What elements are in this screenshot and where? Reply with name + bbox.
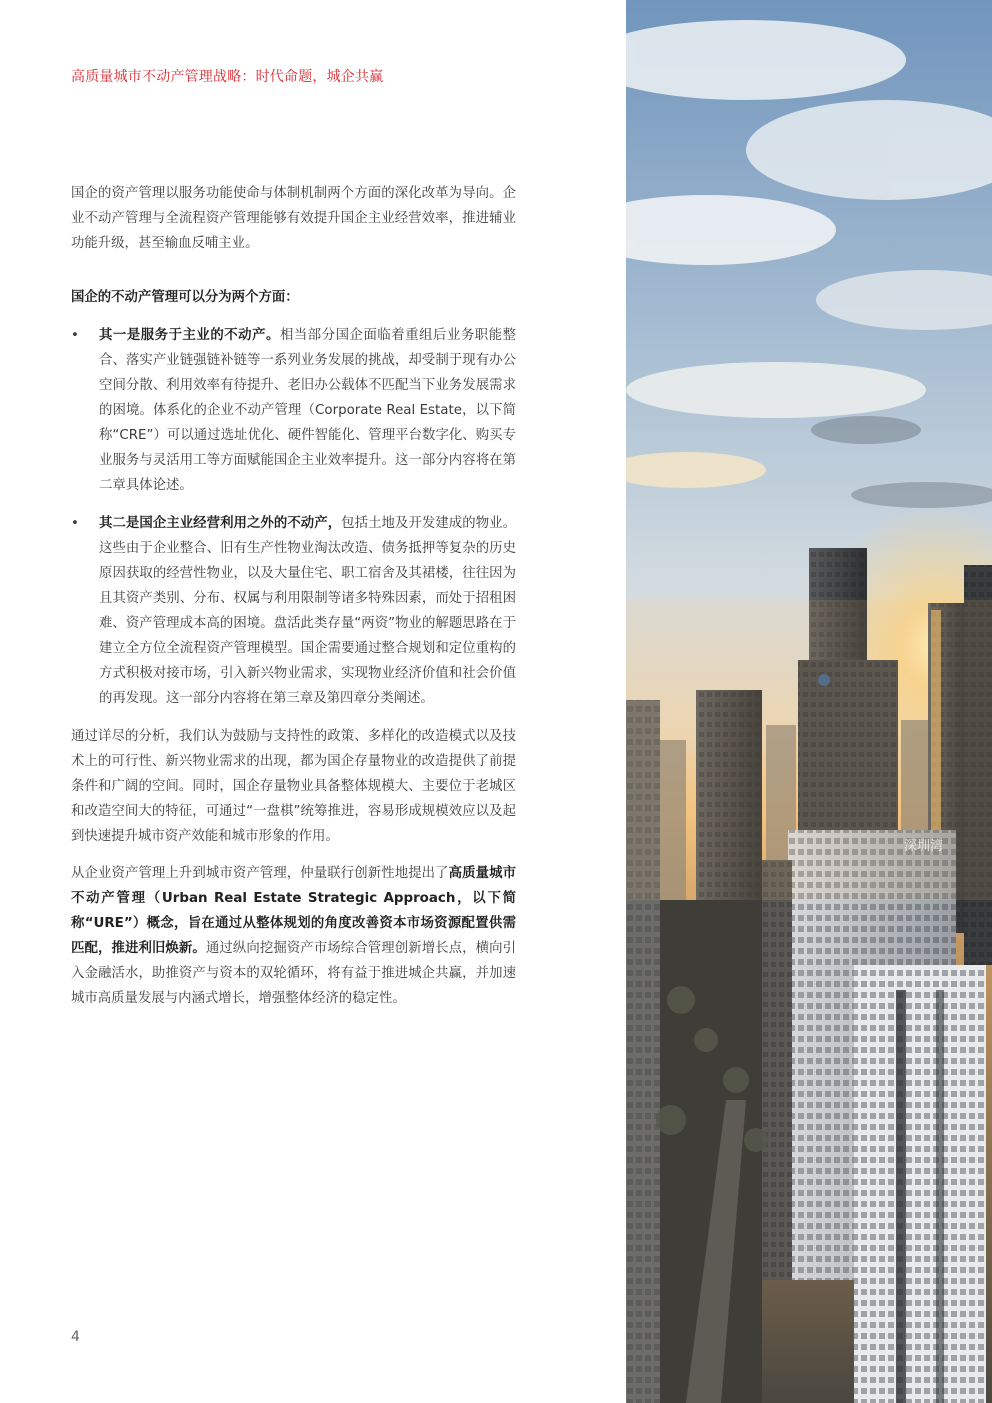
bullet-2-bold: 其二是国企主业经营利用之外的不动产， (99, 516, 342, 531)
page-number: 4 (71, 1329, 80, 1345)
conclusion-paragraph (71, 861, 516, 1011)
bullet-item-1 (71, 323, 516, 498)
bullet-marker: • (71, 328, 79, 343)
analysis-paragraph: 通过详尽的分析，我们认为鼓励与支持性的政策、多样化的改造模式以及技术上的可行性、新兴物业需求的出现，都为国企存量物业的改造提供了前提条件和广阔的空间。同时，国企存量物业具备整体规模大、主要位于老城区和改造空间大的特征，可通过“一盘棋”统筹推进，容易形成规模效应以及起到快速提升城市资产效能和城市形象的作用。 (71, 729, 516, 844)
main-content (71, 181, 516, 1011)
header-title: 高质量城市不动产管理战略：时代命题，城企共赢 (71, 69, 384, 85)
conclusion-lead: 从企业资产管理上升到城市资产管理，仲量联行创新性地提出了 (71, 866, 449, 881)
conclusion-bold: 高质量城市不动产管理（Urban Real Estate Strategic Approach，以下简称“URE”）概念，旨在通过从整体规划的角度改善资本市场资源配置供需匹配，推进利旧焕新。 (71, 866, 516, 956)
skyline-illustration (626, 0, 992, 1403)
bullet-list (71, 323, 516, 711)
city-skyline-photo (626, 0, 992, 1403)
conclusion-tail: 通过纵向挖掘资产市场综合管理创新增长点，横向引入金融活水，助推资产与资本的双轮循环，将有益于推进城企共赢，并加速城市高质量发展与内涵式增长，增强整体经济的稳定性。 (71, 941, 517, 1006)
intro-paragraph: 国企的资产管理以服务功能使命与体制机制两个方面的深化改革为导向。企业不动产管理与全流程资产管理能够有效提升国企主业经营效率，推进辅业功能升级，甚至输血反哺主业。 (71, 186, 516, 251)
building-sign: 深圳湾 (904, 839, 944, 854)
section-subheading: 国企的不动产管理可以分为两个方面： (71, 290, 299, 305)
bullet-1-text: 相当部分国企面临着重组后业务职能整合、落实产业链强链补链等一系列业务发展的挑战，却受制于现有办公空间分散、利用效率有待提升、老旧办公载体不匹配当下业务发展需求的困境。体系化的企业不动产管理（Corporate Real Estate，以下简称“CRE”）可以通过选址优化、硬件智能化、管理平台数字化、购买专业服务与灵活用工等方面赋能国企主业效率提升。这一部分内容将在第二章具体论述。 (99, 328, 517, 493)
bullet-1-bold: 其一是服务于主业的不动产。 (99, 328, 280, 343)
bullet-2-text: 包括土地及开发建成的物业。这些由于企业整合、旧有生产性物业淘汰改造、债务抵押等复杂的历史原因获取的经营性物业，以及大量住宅、职工宿舍及其裙楼，往往因为且其资产类别、分布、权属与利用限制等诸多特殊因素，而处于招租困难、资产管理成本高的困境。盘活此类存量“两资”物业的解题思路在于建立全方位全流程资产管理模型。国企需要通过整合规划和定位重构的方式积极对接市场，引入新兴物业需求，实现物业经济价值和社会价值的再发现。这一部分内容将在第三章及第四章分类阐述。 (99, 516, 517, 706)
bullet-item-2 (71, 511, 516, 711)
bullet-marker: • (71, 516, 79, 531)
